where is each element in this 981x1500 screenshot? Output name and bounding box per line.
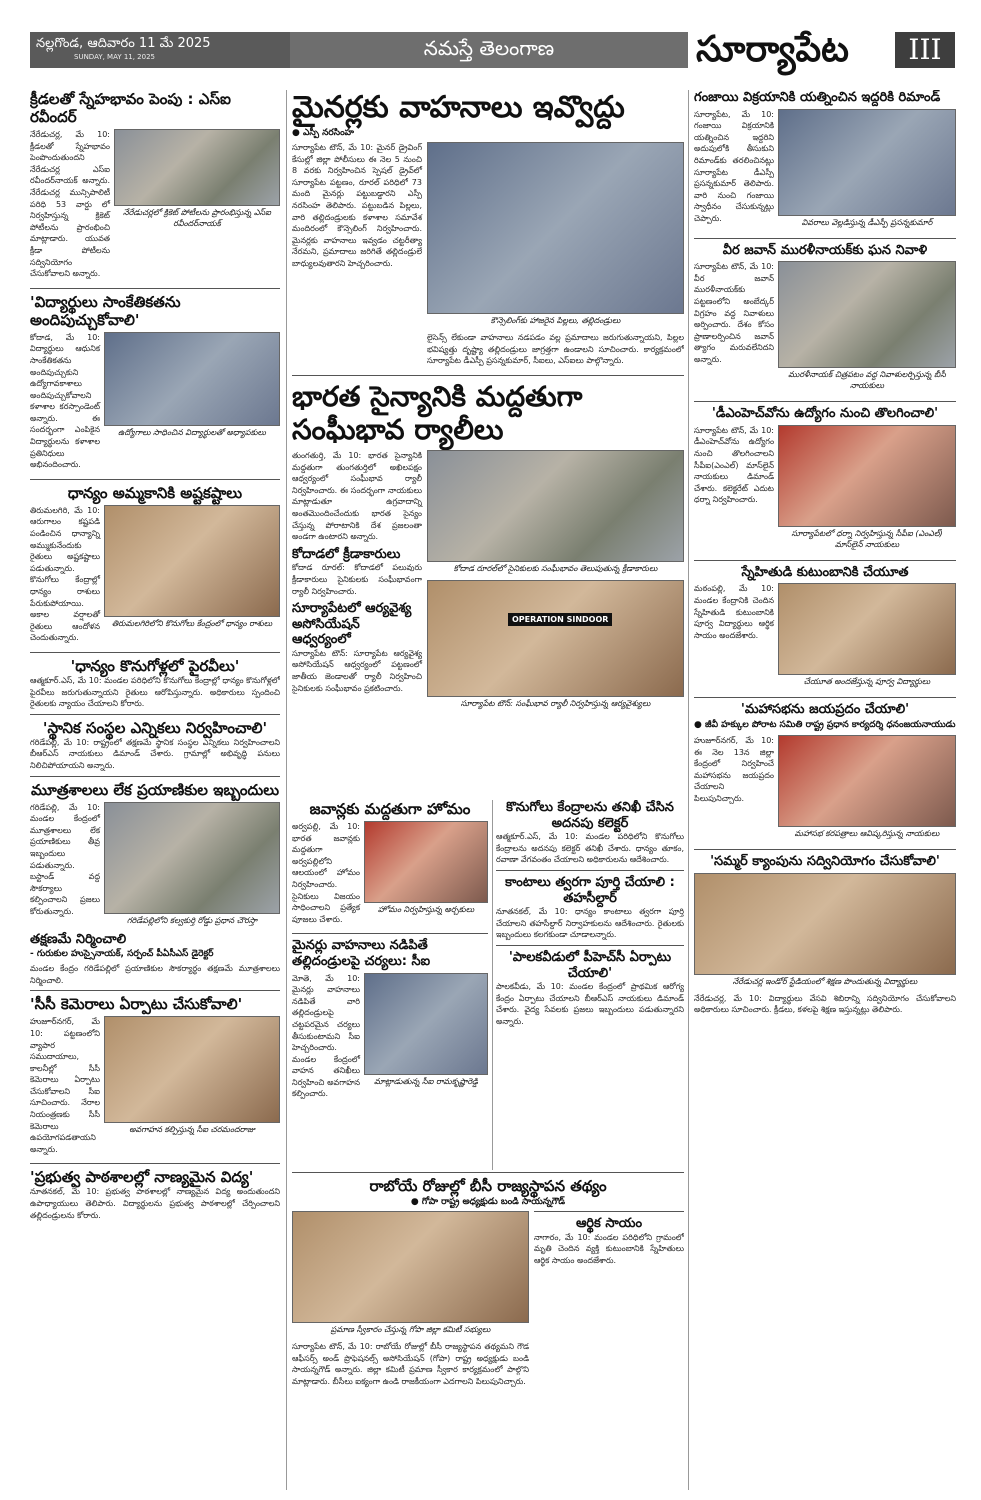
article-body: నేరేడుచర్ల, మే 10: విద్యార్థులు వేసవి శిబిరాన్ని సద్వినియోగం చేసుకోవాలని అధికారులు సూచించారు. క్రీడలు, కళలపై శిక్షణ ఇస్తున్నట్లు తెలిపారు. [694, 993, 956, 1015]
minor-ci-article [292, 938, 488, 1104]
rally-photo-banner [427, 580, 684, 697]
article-headline: 'సీసీ కెమెరాలు ఏర్పాటు చేసుకోవాలి' [30, 995, 243, 1014]
masthead-date-block [30, 32, 290, 68]
article-byline: గోపా రాష్ట్ర అధ్యక్షుడు బండి సాయన్నగౌడ్ [421, 1197, 566, 1207]
article-byline: జీవీ హక్కుల పోరాట సమితి రాష్ట్ర ప్రధాన కార్యదర్శి ధనంజయనాయుడు [705, 719, 956, 730]
article-headline: గంజాయి విక్రయానికి యత్నించిన ఇద్దరికి రిమాండ్ [694, 90, 941, 105]
photo-caption: తిరుమలగిరిలోని కొనుగోలు కేంద్రంలో ధాన్యం రాశులు [111, 618, 273, 628]
article-body: మండల కేంద్రం గరిడేపల్లిలో ప్రయాణికుల సౌకర్యార్థం తక్షణమే మూత్రశాలలు నిర్మించాలి. [30, 964, 280, 985]
article-headline: 'స్థానిక సంస్థల ఎన్నికలు నిర్వహించాలి' [42, 718, 268, 737]
lead-article [292, 90, 684, 371]
page-title: సూర్యాపేట [696, 29, 849, 70]
lead-body-cont: లైసెన్స్ లేకుండా వాహనాలు నడపడం వల్ల ప్రమాదాలు జరుగుతున్నాయని, పిల్లల భవిష్యత్తు దృష్ట్యా తల్లిదండ్రులు జాగ్రత్తగా ఉండాలని సూచించారు. కార్యక్రమంలో సూర్యాపేట డీఎస్పీ ప్రసన్నకుమార్, సీఐలు, ఎస్ఐలు పాల్గొన్నారు. [427, 333, 684, 366]
article-students-tech [30, 293, 280, 475]
article-body: ఆత్మకూర్.ఎస్, మే 10: మండల పరిధిలోని కొనుగోలు కేంద్రాలను అదనపు కలెక్టర్ తనిఖీ చేశారు. ధాన్యం తూకం, రవాణా వేగవంతం చేయాలని అధికారులను ఆదేశించారు. [496, 832, 684, 865]
article-toilets [30, 781, 280, 932]
column-left [30, 90, 280, 1490]
article-headline: తక్షణమే నిర్మించాలి [30, 931, 127, 947]
article-body: తిరుమలగిరి, మే 10: ఆరుగాలం కష్టపడి పండించిన ధాన్యాన్ని అమ్ముకునేందుకు రైతులు అష్టకష్టాలు పడుతున్నారు. కొనుగోలు కేంద్రాల్లో ధాన్యం రాశులు పేరుకుపోయాయి. అకాల వర్షాలతో రైతులు ఆందోళన చెందుతున్నారు. [30, 505, 100, 643]
article-body: సూర్యాపేట టౌన్, మే 10: రాబోయే రోజుల్లో బీసీ రాజ్యస్థాపన తథ్యమని గౌడ ఆఫీసర్స్ అండ్ ప్రొఫెషనల్స్ అసోసియేషన్ (గోపా) రాష్ట్ర అధ్యక్షుడు బండి సాయన్నగౌడ్ అన్నారు. జిల్లా కమిటీ ప్రమాణ స్వీకార కార్యక్రమంలో పాల్గొని మాట్లాడారు. బీసీలు ఐక్యంగా ఉండి రాజకీయంగా ఎదగాలని పిలుపునిచ్చారు. [292, 1342, 529, 1386]
article-photo [114, 129, 280, 206]
center-lower-right [496, 800, 684, 1170]
photo-caption: సూర్యాపేట టౌన్: సంఘీభావ ర్యాలీ నిర్వహిస్తున్న ఆర్యవైశ్యులు [460, 698, 651, 708]
article-headline: 'మహాసభను జయప్రదం చేయాలి' [740, 702, 910, 718]
paper-name: నమస్తే తెలంగాణ [423, 36, 555, 60]
photo-caption: మాట్లాడుతున్న సీఐ రామకృష్ణారెడ్డి [374, 1076, 478, 1086]
center-lower-left [292, 800, 488, 1170]
bullet-icon: ● [410, 1197, 422, 1207]
article-body: నూతనకల్, మే 10: ప్రభుత్వ పాఠశాలల్లో నాణ్యమైన విద్య అందుతుందని ఉపాధ్యాయులు తెలిపారు. విద్యార్థులను ప్రభుత్వ పాఠశాలల్లో చేర్పించాలని తల్లిదండ్రులను కోరారు. [30, 1187, 280, 1220]
column-rule [286, 90, 287, 1490]
article-headline: మూత్రశాలలు లేక ప్రయాణికుల ఇబ్బందులు [30, 780, 280, 799]
photo-caption: వివరాలు వెల్లడిస్తున్న డీఎస్పీ ప్రసన్నకుమార్ [801, 217, 933, 227]
article-tahsildar [496, 875, 684, 941]
lead-byline: ఎస్పీ నరసింహ [303, 128, 354, 138]
photo-caption: అవగాహన కల్పిస్తున్న సీఐ చరమందరాజు [129, 1125, 255, 1135]
article-ganja [694, 90, 956, 234]
article-headline: క్రీడలతో స్నేహభావం పెంపు : ఎస్ఐ రవీందర్ [30, 90, 231, 126]
article-body: గరిడేపల్లి, మే 10: రాష్ట్రంలో తక్షణమే స్థానిక సంస్థల ఎన్నికలు నిర్వహించాలని బీఆర్ఎస్ నాయకులు డిమాండ్ చేశారు. గ్రామాల్లో అభివృద్ధి పనులు నిలిచిపోయాయని అన్నారు. [30, 737, 280, 770]
lead-body: సూర్యాపేట టౌన్, మే 10: మైనర్ డ్రైవింగ్ కేసుల్లో జిల్లా పోలీసులు ఈ నెల 5 నుంచి 8 వరకు నిర్వహించిన స్పెషల్ డ్రైవ్‌లో సూర్యాపేట పట్టణం, రూరల్ పరిధిలో 73 మంది మైనర్లు పట్టుబడ్డారని ఎస్పీ నరసింహ తెలిపారు. పట్టుబడిన పిల్లలు, వారి తల్లిదండ్రులకు కళాశాల సమావేశ మందిరంలో కౌన్సెలింగ్ నిర్వహించారు. మైనర్లకు వాహనాలు ఇవ్వడం చట్టరీత్యా నేరమని, ప్రమాదాలు జరిగితే తల్లిదండ్రులే బాధ్యులవుతారని హెచ్చరించారు. [292, 143, 422, 268]
article-headline: 'సమ్మర్ క్యాంపును సద్వినియోగం చేసుకోవాలి' [710, 853, 940, 869]
article-body: ఆత్మకూర్.ఎస్, మే 10: మండల పరిధిలోని కొనుగోలు కేంద్రాల్లో ధాన్యం కొనుగోళ్లలో పైరవీలు జరుగుతున్నాయని రైతులు ఆరోపిస్తున్నారు. అధికారులు స్పందించి రైతులకు న్యాయం చేయాలని కోరారు. [30, 675, 280, 709]
article-photo [104, 802, 280, 914]
bullet-icon: ● [292, 128, 303, 138]
article-body: నేరేడుచర్ల, మే 10: క్రీడలతో స్నేహభావం పెంపొందుతుందని నేరేడుచర్ల ఎస్ఐ రవీందర్‌నాయక్ అన్నారు. నేరేడుచర్ల మున్సిపాలిటీ పరిధి 53 వార్డు లో నిర్వహిస్తున్న క్రికెట్ పోటీలను ప్రారంభించి మాట్లాడారు. యువత క్రీడా పోటీలను సద్వినియోగం చేసుకోవాలని అన్నారు. [30, 130, 110, 279]
article-headline: 'ప్రభుత్వ పాఠశాలల్లో నాణ్యమైన విద్య' [30, 1168, 254, 1187]
article-headline: 'విద్యార్థులు సాంకేతికతను అందిపుచ్చుకోవాలి' [30, 292, 181, 329]
photo-caption: కౌన్సెలింగ్‌కు హాజరైన పిల్లలు, తల్లిదండ్రులు [490, 316, 621, 325]
article-photo [778, 109, 956, 216]
article-dmho [694, 406, 956, 556]
photo-caption: సూర్యాపేటలో ధర్నా నిర్వహిస్తున్న సీపీఐ (ఎంఎల్) మాస్‌లైన్ నాయకులు [791, 528, 943, 549]
photo-caption: నేరేడుచర్లలో క్రికెట్ పోటీలను ప్రారంభిస్తున్న ఎస్ఐ రవీందర్‌నాయక్ [123, 208, 271, 228]
column-right [694, 90, 956, 1490]
article-phc [496, 950, 684, 1028]
photo-caption: నేరేడుచర్ల ఇండోర్ స్టేడియంలో శిక్షణ పొందుతున్న విద్యార్థులు [732, 976, 918, 986]
masthead-paper-block [290, 32, 688, 68]
article-govt-schools [30, 1168, 280, 1221]
article-headline: 'డీఎంహెచ్‌వోను ఉద్యోగం నుంచి తొలగించాలి' [711, 406, 939, 422]
article-headline: వీర జవాన్ మురళీనాయక్‌కు ఘన నివాళి [722, 242, 928, 258]
article-body: పాలకవీడు, మే 10: మండల కేంద్రంలో ప్రాథమిక ఆరోగ్య కేంద్రం ఏర్పాటు చేయాలని బీఆర్ఎస్ నాయకులు డిమాండ్ చేశారు. వైద్య సేవలకు ప్రజలు ఇబ్బందులు పడుతున్నారని అన్నారు. [496, 982, 684, 1026]
rally-headline: భారత సైన్యానికి మద్దతుగా సంఘీభావ ర్యాలీలు [292, 379, 583, 447]
article-headline: మైనర్లు వాహనాలు నడిపితే తల్లిదండ్రులపై చర్యలు: సీఐ [292, 938, 431, 969]
article-body: సూర్యాపేట, మే 10: గంజాయి విక్రయానికి యత్నించిన ఇద్దరిని అదుపులోకి తీసుకుని రిమాండ్‌కు తరలించినట్లు సూర్యాపేట డీఎస్పీ ప్రసన్నకుమార్ తెలిపారు. వారి నుంచి గంజాయి స్వాధీనం చేసుకున్నట్లు చెప్పారు. [694, 109, 774, 223]
column-rule [688, 90, 689, 1490]
article-body: నాగారం, మే 10: మండల పరిధిలోని గ్రామంలో మృతి చెందిన వ్యక్తి కుటుంబానికి స్నేహితులు ఆర్థిక సాయం అందజేశారు. [534, 1232, 684, 1265]
photo-caption: ఉద్యోగాలు సాధించిన విద్యార్థులతో అధ్యాపకులు [118, 427, 266, 437]
photo-caption: గరిడేపల్లిలోని కల్వకుర్తి రోడ్డు ప్రధాన చౌరస్తా [126, 915, 258, 925]
bc-article [292, 1172, 684, 1490]
article-body: హుజూర్‌నగర్, మే 10: ఈ నెల 13న జిల్లా కేంద్రంలో నిర్వహించే మహాసభను జయప్రదం చేయాలని పిలుపునిచ్చారు. [694, 735, 774, 803]
article-photo [104, 1016, 280, 1123]
article-jawan [694, 243, 956, 398]
article-body: సూర్యాపేట టౌన్, మే 10: వీర జవాన్ మురళీనాయక్‌కు పట్టణంలోని అంబేద్కర్ విగ్రహం వద్ద నివాళులు అర్పించారు. దేశం కోసం ప్రాణాలర్పించిన జవాన్ త్యాగం మరువలేనిదని అన్నారు. [694, 262, 774, 364]
article-build-now [30, 932, 280, 987]
rally-photo [427, 450, 684, 562]
article-body: మోతె, మే 10: మైనర్లు వాహనాలు నడిపితే వారి తల్లిదండ్రులపై చట్టపరమైన చర్యలు తీసుకుంటామని సీఐ హెచ్చరించారు. మండల కేంద్రంలో వాహన తనిఖీలు నిర్వహించి అవగాహన కల్పించారు. [292, 973, 360, 1099]
masthead-date: నల్లగొండ, ఆదివారం 11 మే 2025 [36, 36, 211, 51]
rally-body: తుంగతుర్తి, మే 10: భారత సైన్యానికి మద్దతుగా తుంగతుర్తిలో అఖిలపక్షం ఆధ్వర్యంలో సంఘీభావ ర్యాలీ నిర్వహించారు. ఈ సందర్భంగా నాయకులు మాట్లాడుతూ ఉగ్రవాదాన్ని అంతమొందించేందుకు భారత సైన్యం చేస్తున్న పోరాటానికి దేశ ప్రజలంతా అండగా ఉంటారని అన్నారు. [292, 450, 422, 542]
article-mahasabha [694, 702, 956, 845]
masthead-date-en: SUNDAY, MAY 11, 2025 [74, 53, 155, 61]
photo-caption: మహాసభ కరపత్రాలు ఆవిష్కరిస్తున్న నాయకులు [794, 828, 940, 838]
article-photo [778, 583, 956, 675]
article-body: గరిడేపల్లి, మే 10: మండల కేంద్రంలో మూత్రశాలలు లేక ప్రయాణికులు తీవ్ర ఇబ్బందులు పడుతున్నారు. బస్టాండ్ వద్ద సౌకర్యాలు కల్పించాలని ప్రజలు కోరుతున్నారు. [30, 802, 100, 916]
article-photo [778, 735, 956, 827]
article-headline: ఆర్థిక సాయం [575, 1216, 643, 1231]
rally-body-2: కోదాడ రూరల్: కోదాడలో పలువురు క్రీడాకారులు సైనికులకు సంఘీభావంగా ర్యాలీ నిర్వహించారు. [292, 563, 422, 596]
article-photo [364, 973, 488, 1075]
article-body: అర్వపల్లి, మే 10: భారత జవాన్లకు మద్దతుగా అర్వపల్లిలోని ఆలయంలో హోమం నిర్వహించారు. సైనికులు విజయం సాధించాలని ప్రత్యేక పూజలు చేశారు. [292, 822, 360, 924]
article-cctv [30, 995, 280, 1159]
article-headline: కొనుగోలు కేంద్రాలను తనిఖీ చేసిన అదనపు కలెక్టర్ [506, 800, 674, 831]
article-summer-camp [694, 854, 956, 1016]
photo-caption: ప్రమాణ స్వీకారం చేస్తున్న గోపా జిల్లా కమిటీ సభ్యులు [330, 1325, 491, 1334]
article-photo [778, 425, 956, 527]
article-grain-lobby [30, 657, 280, 710]
rally-article [292, 380, 684, 715]
article-friend-help [694, 565, 956, 694]
article-local-elections [30, 719, 280, 772]
article-photo [292, 1211, 529, 1323]
article-body: హుజూర్‌నగర్, మే 10: పట్టణంలోని వ్యాపార సముదాయాలు, కాలనీల్లో సీసీ కెమెరాలు ఏర్పాటు చేసుకోవాలని సీఐ సూచించారు. నేరాల నియంత్రణకు సీసీ కెమెరాలు ఉపయోగపడతాయని అన్నారు. [30, 1017, 100, 1154]
article-headline: 'ధాన్యం కొనుగోళ్లలో పైరవీలు' [70, 656, 240, 675]
article-headline: 'పాలకవీడులో పీహెచ్‌సీ ఏర్పాటు చేయాలి' [508, 949, 672, 981]
photo-caption: చేయూత అందజేస్తున్న పూర్వ విద్యార్థులు [803, 677, 931, 687]
article-collector [496, 800, 684, 866]
photo-caption: హోమం నిర్వహిస్తున్న అర్చకులు [377, 905, 475, 914]
article-byline: - గురుకుల హుస్సైనాయక్, సర్పంచ్ పీఏసీఎస్ డైరెక్టర్ [30, 949, 214, 960]
photo-caption: మురళీనాయక్ చిత్రపటం వద్ద నివాళులర్పిస్తున్న బీసీ నాయకులు [788, 370, 946, 391]
article-body: కోదాడ, మే 10: విద్యార్థులు ఆధునిక సాంకేతికతను అందిపుచ్చుకుని ఉద్యోగావకాశాలు అందిపుచ్చుకోవాలని కళాశాల కరస్పాండెంట్ అన్నారు. ఈ సందర్భంగా ఎంపికైన విద్యార్థులను కళాశాల ప్రతినిధులు అభినందించారు. [30, 332, 100, 470]
homam-article [292, 800, 488, 929]
article-photo [778, 261, 956, 368]
article-headline: రాబోయే రోజుల్లో బీసీ రాజ్యస్థాపన తథ్యం [369, 1177, 607, 1195]
lead-photo [427, 142, 684, 314]
photo-caption: కోదాడ రూరల్‌లో సైనికులకు సంఘీభావం తెలుపుతున్న క్రీడాకారులు [453, 563, 658, 573]
article-headline: స్నేహితుడి కుటుంబానికి చేయూత [741, 564, 909, 580]
bullet-icon: ● [694, 719, 705, 730]
masthead [0, 0, 981, 68]
article-cricket [30, 90, 280, 284]
page-number: III [895, 32, 955, 68]
article-headline: కాంటాలు త్వరగా పూర్తి చేయాలి : తహసీల్దార్ [505, 874, 675, 906]
rally-subhead: సూర్యాపేటలో ఆర్యవైశ్య అసోసియేషన్ ఆధ్వర్యంలో [292, 601, 412, 648]
article-headline: జవాన్లకు మద్దతుగా హోమం [309, 800, 471, 818]
banner-text: OPERATION SINDOOR [508, 613, 612, 626]
article-headline: ధాన్యం అమ్మకానికి అష్టకష్టాలు [67, 483, 243, 502]
article-grain-sale [30, 484, 280, 648]
article-body: నూతనకల్, మే 10: ధాన్యం కాంటాలు త్వరగా పూర్తి చేయాలని తహసీల్దార్ నిర్వాహకులను ఆదేశించారు. రైతులకు ఇబ్బందులు కలగకుండా చూడాలన్నారు. [496, 907, 684, 940]
rally-subhead: కోదాడలో క్రీడాకారులు [292, 546, 401, 562]
article-photo [364, 821, 488, 903]
article-photo [104, 332, 280, 426]
lead-headline: మైనర్లకు వాహనాలు ఇవ్వొద్దు [292, 90, 625, 125]
article-body: సూర్యాపేట టౌన్, మే 10: డీఎంహెచ్‌వోను ఉద్యోగం నుంచి తొలగించాలని సీపీఐ(ఎంఎల్) మాస్‌లైన్ నాయకులు డిమాండ్ చేశారు. కలెక్టరేట్ ఎదుట ధర్నా నిర్వహించారు. [694, 425, 774, 505]
article-photo [694, 873, 956, 975]
rally-body-3: సూర్యాపేట టౌన్: సూర్యాపేట ఆర్యవైశ్య అసోసియేషన్ ఆధ్వర్యంలో పట్టణంలో జాతీయ జెండాలతో ర్యాలీ నిర్వహించి సైనికులకు సంఘీభావం ప్రకటించారు. [292, 648, 422, 693]
article-photo [104, 505, 280, 617]
article-body: మఠంపల్లి, మే 10: మండల కేంద్రానికి చెందిన స్నేహితుడి కుటుంబానికి పూర్వ విద్యార్థులు ఆర్థిక సాయం అందజేశారు. [694, 584, 774, 640]
